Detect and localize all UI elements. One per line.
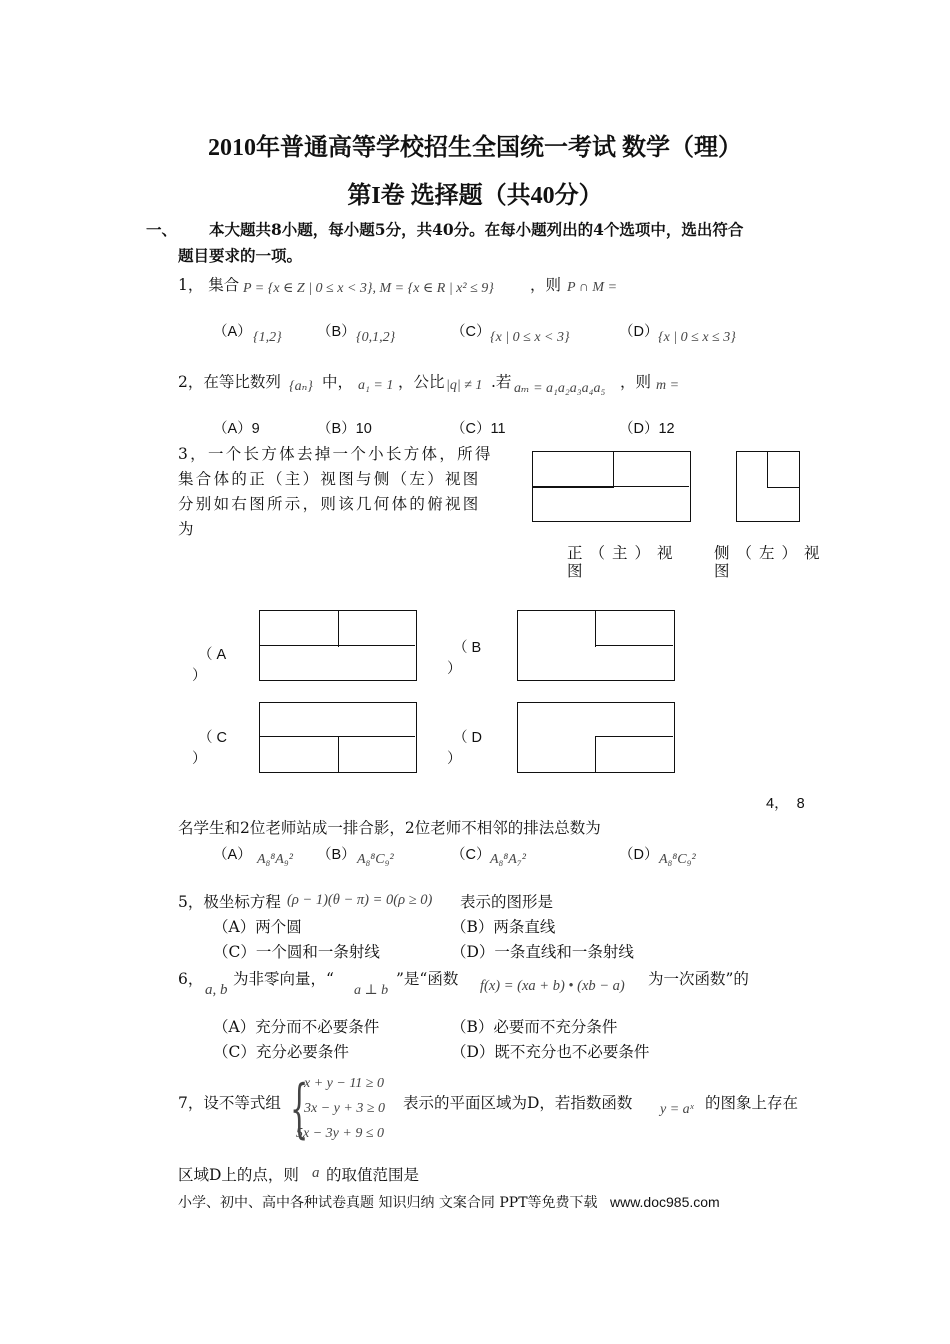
- q1-option-c-label: （C）: [451, 324, 491, 340]
- q5-option-c: （C）一个圆和一条射线: [213, 943, 380, 961]
- q3-line1: 3，一个长方体去掉一个小长方体，所得: [178, 445, 493, 463]
- q3-line3: 分别如右图所示，则该几何体的俯视图: [178, 495, 481, 513]
- q2-text2: ，公比: [398, 373, 445, 391]
- q6-vectors: a, b: [205, 982, 228, 998]
- q3-line2: 集合体的正（主）视图与侧（左）视图: [178, 470, 481, 488]
- q2-option-c: （C）11: [451, 421, 506, 437]
- section-number: 一、: [146, 220, 178, 239]
- q6-option-c: （C）充分必要条件: [213, 1043, 349, 1061]
- q3-option-d-close: ）: [447, 751, 462, 767]
- q4-option-c-label: （C）: [451, 847, 491, 863]
- q1-option-a-value: {1,2}: [253, 330, 282, 345]
- q1-option-c-value: {x | 0 ≤ x < 3}: [490, 330, 570, 345]
- q1-formula: P = {x ∈ Z | 0 ≤ x < 3}, M = {x ∈ R | x² ≤ 9}: [243, 281, 494, 296]
- q2-text4: ，则: [620, 373, 652, 391]
- q3-option-c-open: （ C: [198, 730, 227, 746]
- q1-mid: ，则: [530, 276, 562, 294]
- q3-option-b-figure: [517, 610, 675, 681]
- q3-option-a-close: ）: [192, 668, 207, 684]
- q2-option-b: （B）10: [317, 421, 372, 437]
- q3-line4: 为: [178, 520, 194, 538]
- q6-prefix: 6，: [178, 970, 204, 988]
- q7-prefix: 7，设不等式组: [178, 1094, 281, 1112]
- q3-front-view-line: [533, 486, 689, 487]
- q3-side-view-notch: [767, 451, 800, 488]
- q3-option-a-line: [260, 645, 415, 646]
- q7-a: a: [312, 1165, 320, 1181]
- section-instruction-line2: 题目要求的一项。: [178, 246, 303, 265]
- q3-front-label-2: 图: [567, 562, 583, 580]
- q3-front-view-notch: [532, 451, 614, 488]
- q3-option-c-close: ）: [192, 751, 207, 767]
- q4-option-b-value: A₈⁸C₉²: [357, 852, 394, 867]
- q1-option-a-label: （A）: [213, 324, 252, 340]
- q2-option-a: （A）9: [213, 421, 260, 437]
- q7-system-2: 3x − y + 3 ≥ 0: [304, 1101, 386, 1116]
- q4-option-c-value: A₈⁸A₇²: [490, 852, 526, 867]
- q6-option-b: （B）必要而不充分条件: [451, 1018, 618, 1036]
- q3-side-label-2: 图: [714, 562, 730, 580]
- q3-side-view: [736, 451, 800, 522]
- q2-sequence: {aₙ}: [289, 379, 313, 394]
- q4-option-a-value: A₈⁸A₉²: [257, 852, 293, 867]
- page-title: 2010年普通高等学校招生全国统一考试 数学（理）: [208, 135, 742, 161]
- q3-option-a-open: （ A: [198, 647, 227, 663]
- q2-text1: 中，: [322, 373, 354, 391]
- q2-am: aₘ = a₁a₂a₃a₄a₅: [514, 381, 606, 396]
- q1-ask: P ∩ M =: [567, 280, 618, 295]
- q4-option-a-label: （A）: [213, 847, 252, 863]
- q3-option-c-divider: [338, 736, 340, 773]
- q6-text2: ”是“函数: [396, 970, 459, 988]
- q3-option-a-divider: [338, 610, 340, 647]
- q3-option-a-figure: [259, 610, 417, 681]
- q2-prefix: 2，在等比数列: [178, 373, 281, 391]
- q1-prefix: 1， 集合: [178, 276, 240, 294]
- q3-option-c-figure: [259, 702, 417, 773]
- q7-text2: 的图象上存在: [705, 1094, 799, 1112]
- q5-option-a: （A）两个圆: [213, 918, 302, 936]
- q5-suffix: 表示的图形是: [460, 893, 554, 911]
- q1-option-b-value: {0,1,2}: [356, 330, 396, 345]
- q7-system-3: 5x − 3y + 9 ≤ 0: [296, 1126, 385, 1141]
- q2-m: m =: [656, 378, 680, 393]
- q5-option-d: （D）一条直线和一条射线: [451, 943, 634, 961]
- q3-option-b-open: （ B: [453, 640, 482, 656]
- q7-text1: 表示的平面区域为D，若指数函数: [403, 1094, 633, 1112]
- page-subtitle: 第I卷 选择题（共40分）: [347, 183, 603, 209]
- q4-option-d-value: A₈⁸C₉²: [659, 852, 696, 867]
- q7-system-1: x + y − 11 ≥ 0: [304, 1076, 384, 1091]
- footer: [178, 1192, 720, 1212]
- q3-option-b-line: [595, 645, 673, 646]
- q3-option-d-figure: [517, 702, 675, 773]
- q4-text: 名学生和2位老师站成一排合影，2位老师不相邻的排法总数为: [178, 819, 601, 837]
- q7-function: y = aˣ: [660, 1102, 694, 1117]
- q5-formula: (ρ − 1)(θ − π) = 0(ρ ≥ 0): [287, 892, 433, 908]
- q3-option-d-divider: [595, 736, 597, 773]
- q6-option-d: （D）既不充分也不必要条件: [451, 1043, 650, 1061]
- q1-option-b-label: （B）: [317, 324, 356, 340]
- q3-option-b-close: ）: [447, 661, 462, 677]
- q5-prefix: 5，极坐标方程: [178, 893, 281, 911]
- q2-option-d: （D）12: [619, 421, 675, 437]
- q1-option-d-label: （D）: [619, 324, 659, 340]
- q6-text1: 为非零向量，“: [233, 970, 334, 988]
- q6-function: f(x) = (xa + b) • (xb − a): [480, 978, 625, 994]
- q3-side-label-1: 侧（左）视: [714, 544, 827, 562]
- q3-front-label-1: 正（主）视: [567, 544, 680, 562]
- q3-option-b-divider: [595, 610, 597, 647]
- q4-option-d-label: （D）: [619, 847, 659, 863]
- footer-text: 小学、初中、高中各种试卷真题 知识归纳 文案合同 PPT等免费下载: [178, 1195, 598, 1211]
- q7-line2-a: 区域D上的点，则: [178, 1166, 299, 1184]
- footer-url[interactable]: www.doc985.com: [609, 1194, 720, 1210]
- q3-option-d-open: （ D: [453, 730, 482, 746]
- q3-option-d-line: [595, 736, 673, 737]
- q6-text3: 为一次函数”的: [648, 970, 749, 988]
- q2-text3: .若: [491, 373, 512, 391]
- q7-brace: {: [290, 1072, 309, 1146]
- section-instruction-line1: 本大题共8小题，每小题5分，共40分。在每小题列出的4个选项中，选出符合: [209, 220, 744, 239]
- q4-number: 4， 8: [766, 796, 805, 812]
- q2-a1: a₁ = 1: [358, 378, 394, 393]
- q7-line2-b: 的取值范围是: [326, 1166, 420, 1184]
- q6-option-a: （A）充分而不必要条件: [213, 1018, 380, 1036]
- q3-front-view: [532, 451, 691, 522]
- q2-ratio: |q| ≠ 1: [446, 378, 483, 393]
- q1-option-d-value: {x | 0 ≤ x ≤ 3}: [658, 330, 736, 345]
- q5-option-b: （B）两条直线: [451, 918, 556, 936]
- q6-perp: a ⊥ b: [354, 983, 389, 998]
- q4-option-b-label: （B）: [317, 847, 356, 863]
